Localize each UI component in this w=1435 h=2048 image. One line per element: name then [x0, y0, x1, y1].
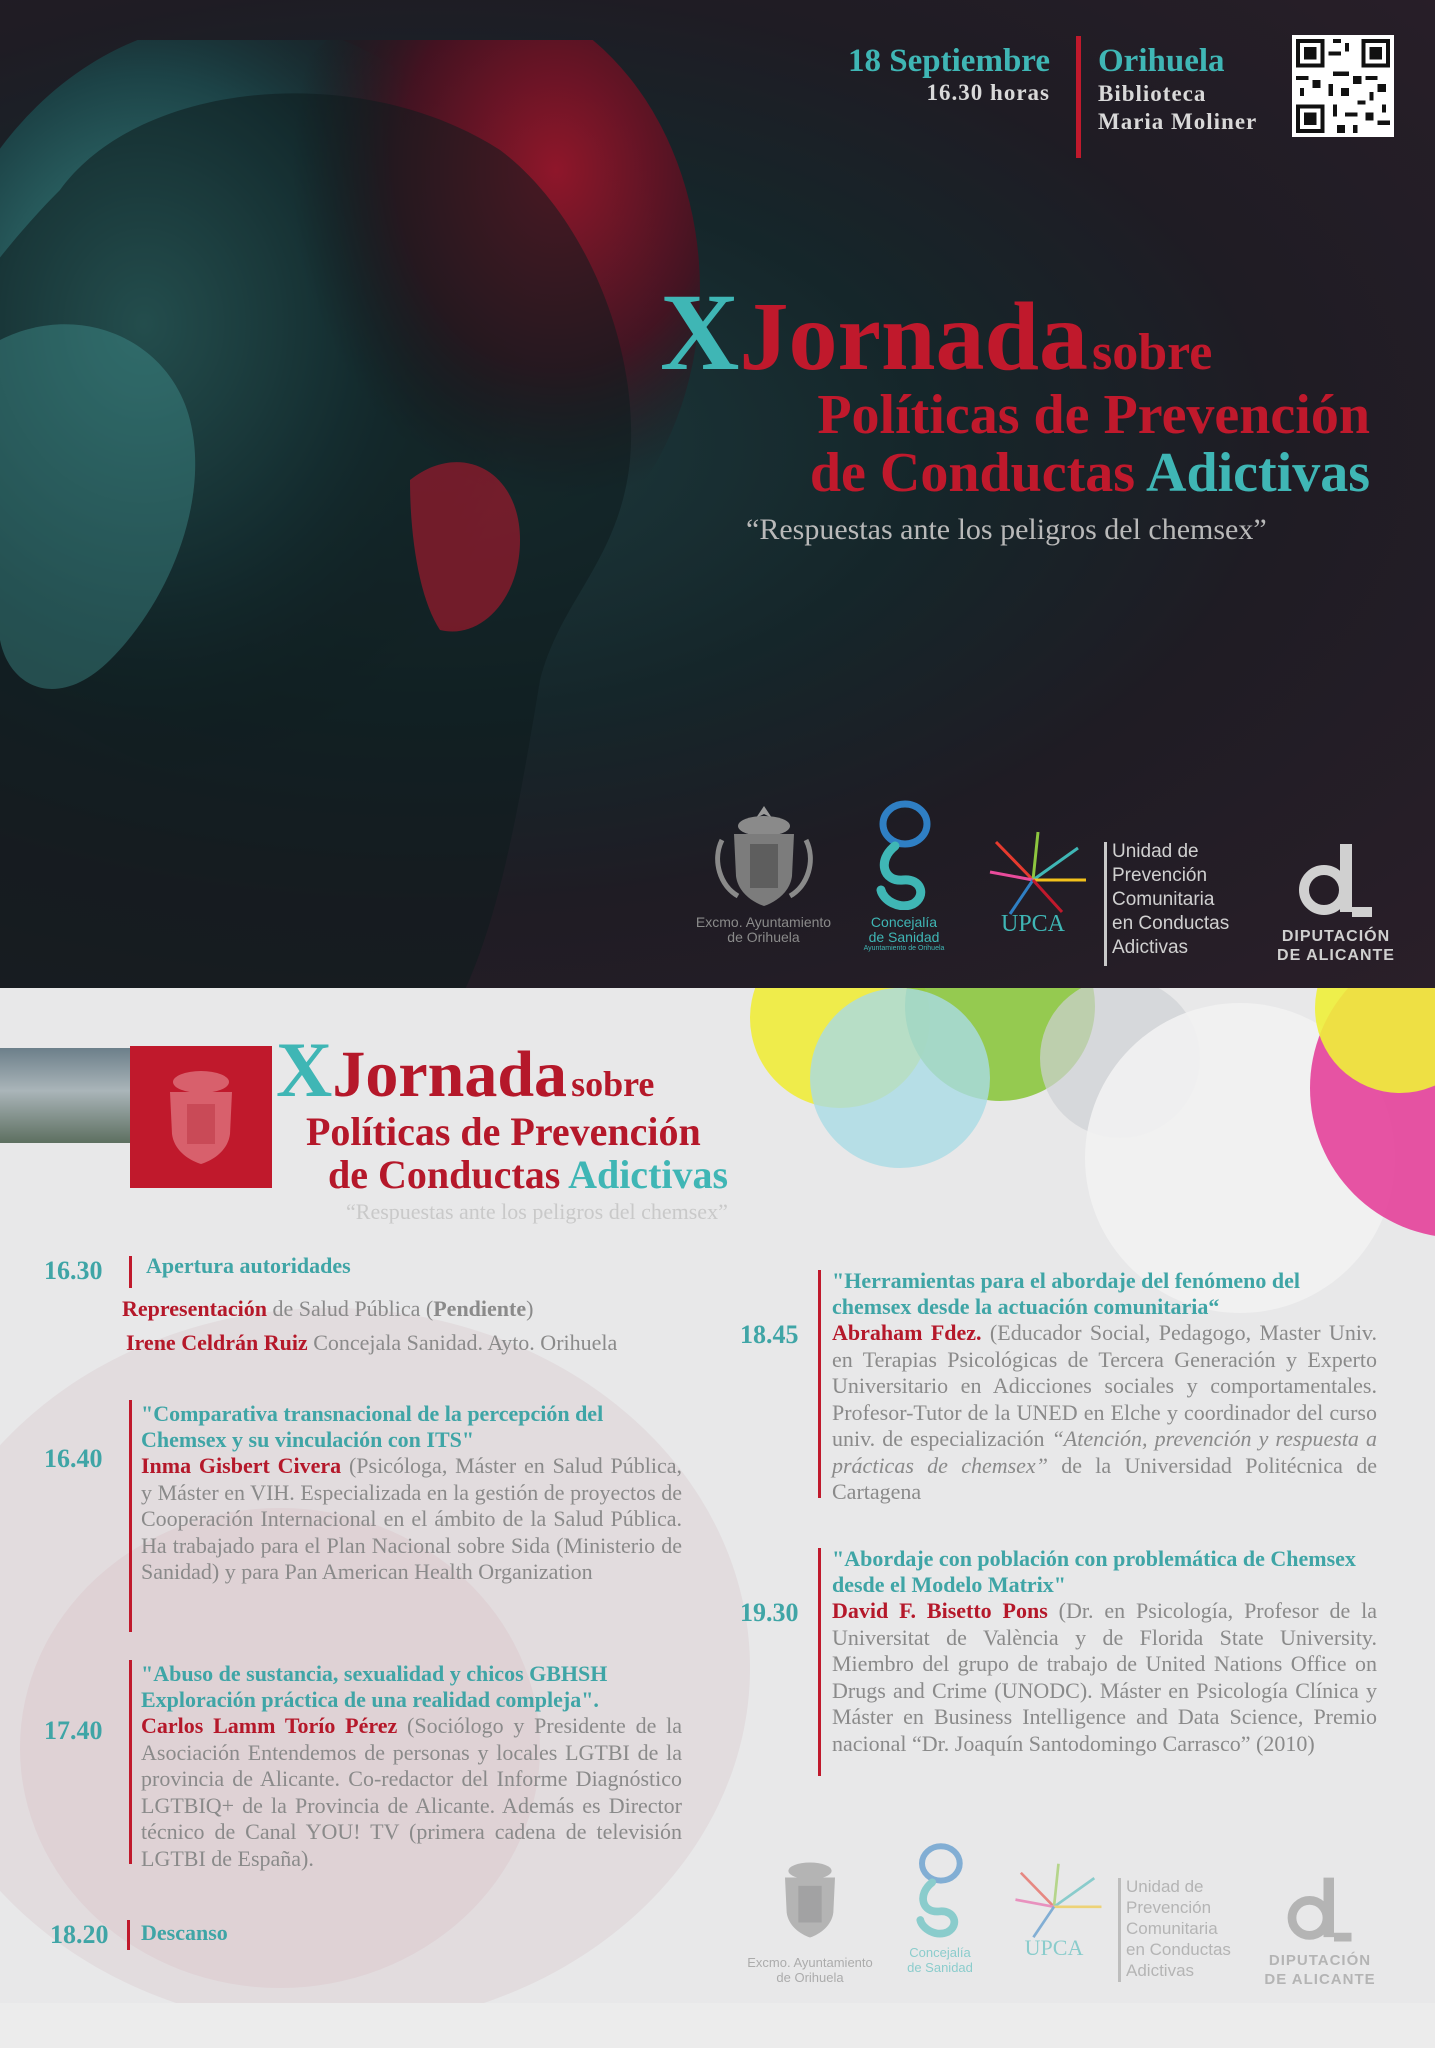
slot-time: 18.20: [50, 1920, 109, 1949]
slot-time: 16.30: [44, 1256, 103, 1285]
crest-badge: [130, 1046, 272, 1188]
opening-line-2: Irene Celdrán Ruiz Concejala Sanidad. Ayto. Orihuela: [126, 1330, 618, 1355]
upc-text: Unidad de Prevención Comunitaria en Conductas Adictivas: [1112, 841, 1230, 958]
coat-of-arms-icon: [130, 1046, 272, 1188]
slot-bar: [129, 1660, 132, 1864]
upc-divider: [1118, 1878, 1121, 1982]
ayuntamiento-orihuela-logo: Excmo. Ayuntamiento de Orihuela: [686, 800, 841, 945]
event-place-block: [1098, 42, 1257, 136]
event-date: 18 Septiembre: [848, 43, 1050, 79]
event-venue-line2: Maria Moliner: [1098, 109, 1258, 134]
event-title: [660, 271, 1420, 547]
program-title: XJornada sobre Políticas de Prevención de Conductas Adictivas “Respuestas ante los peligros del chemsex”: [276, 1026, 729, 1224]
sponsor-logos-top: [686, 800, 1406, 970]
event-venue-line1: Biblioteca: [1098, 81, 1207, 106]
slot-bar: [129, 1256, 132, 1288]
title-jornada: Jornada: [739, 283, 1088, 391]
title-sobre: sobre: [1091, 324, 1213, 381]
poster-header: [0, 0, 1435, 988]
slot-talk-2: "Abuso de sustancia, sexualidad y chicos GBHSH Exploración práctica de una realidad compleja". Carlos Lamm Torío Pérez (Sociólogo y Presidente de la Asociación Entendemos de personas y locales LGTBI de la provincia de Alicante. Co-redactor del Informe Diagnóstico LGTBIQ+ de la Provincia de Alicante. Además es Director técnico de Canal YOU! TV (primera cadena de televisión LGTBI de España).: [141, 1661, 682, 1871]
slot-bar: [129, 1400, 132, 1632]
coat-of-arms-icon: [704, 800, 824, 910]
ayuntamiento-orihuela-logo: Excmo. Ayuntamiento de Orihuela: [740, 1840, 880, 1985]
slot-bar: [127, 1920, 130, 1950]
title-roman-numeral: X: [660, 271, 740, 393]
header-divider: [1076, 36, 1081, 158]
slot-opening: Apertura autoridades: [146, 1253, 351, 1278]
slot-time: 16.40: [44, 1444, 103, 1473]
upc-text: Unidad de Prevención Comunitaria en Conductas Adictivas: [1126, 1877, 1231, 1980]
diputacion-alicante-logo: DIPUTACIÓN DE ALICANTE: [1271, 840, 1401, 965]
event-hour: 16.30 horas: [926, 80, 1050, 105]
slot-time: 17.40: [44, 1716, 103, 1745]
opening-line-1: Representación de Salud Pública (Pendiente): [122, 1296, 534, 1321]
concejalia-sanidad-logo: Concejalía de Sanidad Ayuntamiento de Orihuela: [858, 800, 950, 952]
coat-of-arms-icon: [760, 1840, 860, 1950]
qr-code-icon[interactable]: [1292, 35, 1394, 137]
slot-bar: [818, 1270, 821, 1498]
slot-time: 19.30: [740, 1598, 799, 1627]
library-photo: [0, 1048, 130, 1143]
slot-talk-4: "Abordaje con población con problemática de Chemsex desde el Modelo Matrix" David F. Bisetto Pons (Dr. en Psicología, Profesor de la Universitat de València y de Florida State University. Miembro del grupo de trabajo de United Nations Office on Drugs and Crime (UNODC). Máster en Psicología Clínica y Máster en Business Intelligence and Data Science, Premio nacional “Dr. Joaquín Santodomingo Carrasco” (2010): [832, 1546, 1378, 1756]
diputacion-a-icon: [1285, 1874, 1355, 1946]
concejalia-s-icon: [869, 800, 939, 910]
event-subtitle: “Respuestas ante los peligros del chemsex”: [746, 513, 1267, 546]
concejalia-sanidad-logo: Concejalía de Sanidad: [900, 1840, 980, 1975]
slot-talk-3: "Herramientas para el abordaje del fenómeno del chemsex desde la actuación comunitaria“ Abraham Fdez. (Educador Social, Pedagogo, Master Univ. en Terapias Psicológicas de Tercera Generación y Experto Universitario en Adicciones sociales y comportamentales. Profesor-Tutor de la UNED en Elche y coordinador del curso univ. de especialización “Atención, prevención y respuesta a prácticas de chemsex” de la Universidad Politécnica de Cartagena: [832, 1268, 1378, 1504]
title-line2: Políticas de Prevención: [817, 384, 1370, 446]
sponsor-logos-bottom: [740, 1840, 1390, 1990]
portrait-image: [0, 40, 700, 988]
upc-divider: [1104, 842, 1107, 966]
concejalia-s-icon: [910, 1840, 970, 1940]
slot-time: 18.45: [740, 1320, 799, 1349]
slot-talk-1: "Comparativa transnacional de la percepción del Chemsex y su vinculación con ITS" Inma Gisbert Civera (Psicóloga, Máster en Salud Pública, y Máster en VIH. Especializada en la gestión de proyectos de Cooperación Internacional en el ámbito de la Salud Pública. Ha trabajado para el Plan Nacional sobre Sida (Ministerio de Sanidad) y para Pan American Health Organization: [141, 1401, 682, 1584]
diputacion-a-icon: [1296, 840, 1376, 922]
slot-break: Descanso: [141, 1920, 228, 1945]
upca-logo: UPCA: [978, 830, 1088, 938]
event-city: Orihuela: [1098, 43, 1225, 79]
slot-bar: [818, 1548, 821, 1776]
title-line3: de Conductas Adictivas: [809, 442, 1370, 504]
diputacion-alicante-logo: DIPUTACIÓN DE ALICANTE: [1260, 1874, 1380, 1989]
upca-logo: UPCA: [1004, 1862, 1104, 1961]
event-date-block: [848, 42, 1050, 106]
